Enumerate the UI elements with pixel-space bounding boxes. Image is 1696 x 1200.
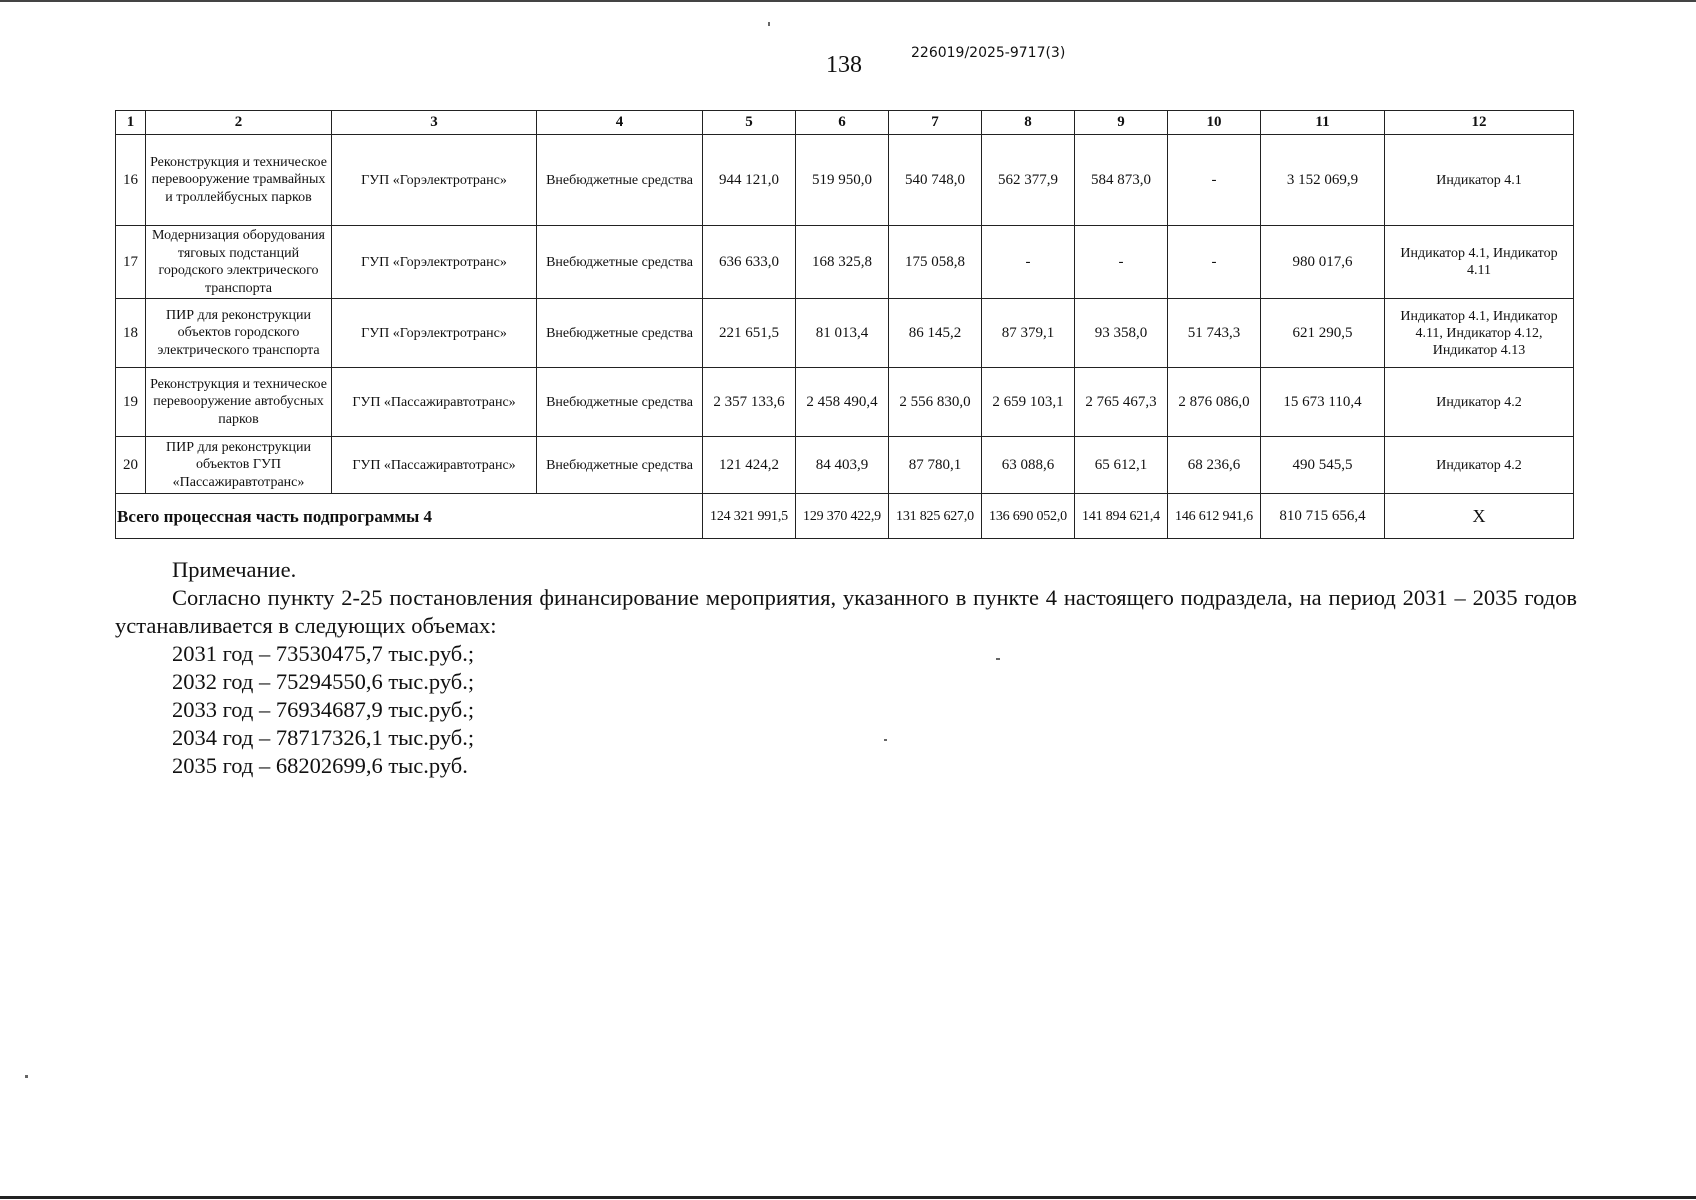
amount-cell: 168 325,8 [796,226,889,299]
funding-source: Внебюджетные средства [537,135,703,226]
row-number: 16 [116,135,146,226]
total-amount-cell: 980 017,6 [1261,226,1385,299]
column-header-row [116,111,1574,135]
amount-cell: 636 633,0 [703,226,796,299]
year-amount-line: 2032 год – 75294550,6 тыс.руб.; [172,669,475,694]
total-amount-cell: 131 825 627,0 [889,494,982,539]
column-header: 6 [796,111,889,135]
amount-cell: 51 743,3 [1168,299,1261,368]
column-header: 1 [116,111,146,135]
total-amount-cell: 124 321 991,5 [703,494,796,539]
page-number: 138 [826,52,862,78]
amount-cell: 87 379,1 [982,299,1075,368]
indicator-cell: Индикатор 4.1 [1385,135,1574,226]
row-number: 20 [116,437,146,494]
table-row [116,368,1574,437]
amount-cell: 175 058,8 [889,226,982,299]
total-amount-cell: 129 370 422,9 [796,494,889,539]
measure-name: Реконструкция и техническое перевооружение трамвайных и троллейбусных парков [146,135,332,226]
total-row [116,494,1574,539]
total-label: Всего процессная часть подпрограммы 4 [116,494,703,539]
executor: ГУП «Горэлектротранс» [332,226,537,299]
amount-cell: - [1168,135,1261,226]
column-header: 3 [332,111,537,135]
table-row [116,135,1574,226]
note-title: Примечание. [172,557,297,582]
executor: ГУП «Пассажиравтотранс» [332,368,537,437]
amount-cell: 68 236,6 [1168,437,1261,494]
year-amount-line: 2035 год – 68202699,6 тыс.руб. [172,753,468,778]
amount-cell: 93 358,0 [1075,299,1168,368]
column-header: 4 [537,111,703,135]
indicator-cell: Индикатор 4.1, Индикатор 4.11, Индикатор 4.12, Индикатор 4.13 [1385,299,1574,368]
amount-cell: 121 424,2 [703,437,796,494]
amount-cell: 2 556 830,0 [889,368,982,437]
column-header: 5 [703,111,796,135]
amount-cell: 2 357 133,6 [703,368,796,437]
total-amount-cell: 3 152 069,9 [1261,135,1385,226]
not-applicable-mark: Х [1385,494,1574,539]
scan-top-edge [0,0,1696,2]
amount-cell: 86 145,2 [889,299,982,368]
amount-cell: 584 873,0 [1075,135,1168,226]
row-number: 19 [116,368,146,437]
indicator-cell: Индикатор 4.2 [1385,368,1574,437]
amount-cell: 2 876 086,0 [1168,368,1261,437]
total-amount-cell: 136 690 052,0 [982,494,1075,539]
funding-source: Внебюджетные средства [537,437,703,494]
amount-cell: - [1075,226,1168,299]
table-row [116,226,1574,299]
amount-cell: 221 651,5 [703,299,796,368]
table-row [116,299,1574,368]
scan-speck [25,1075,28,1078]
executor: ГУП «Горэлектротранс» [332,135,537,226]
amount-cell: 944 121,0 [703,135,796,226]
total-amount-cell: 621 290,5 [1261,299,1385,368]
table-row [116,437,1574,494]
amount-cell: 81 013,4 [796,299,889,368]
measure-name: Модернизация оборудования тяговых подстанций городского электрического транспорта [146,226,332,299]
financing-table [115,110,1574,539]
year-amount-line: 2031 год – 73530475,7 тыс.руб.; [172,641,475,666]
amount-cell: 2 765 467,3 [1075,368,1168,437]
column-header: 11 [1261,111,1385,135]
row-number: 17 [116,226,146,299]
note-block [115,556,1577,780]
amount-cell: 84 403,9 [796,437,889,494]
amount-cell: 562 377,9 [982,135,1075,226]
scan-bottom-edge [0,1196,1696,1199]
amount-cell: 63 088,6 [982,437,1075,494]
grand-total-cell: 810 715 656,4 [1261,494,1385,539]
note-body: Согласно пункту 2-25 постановления финансирование мероприятия, указанного в пункте 4 настоящего подраздела, на период 2031 – 2035 годов устанавливается в следующих объемах: [115,585,1577,638]
column-header: 7 [889,111,982,135]
column-header: 8 [982,111,1075,135]
year-amount-line: 2034 год – 78717326,1 тыс.руб.; [172,725,475,750]
amount-cell: 87 780,1 [889,437,982,494]
measure-name: ПИР для реконструкции объектов ГУП «Пассажиравтотранс» [146,437,332,494]
column-header: 9 [1075,111,1168,135]
measure-name: ПИР для реконструкции объектов городского электрического транспорта [146,299,332,368]
row-number: 18 [116,299,146,368]
year-amount-line: 2033 год – 76934687,9 тыс.руб.; [172,697,475,722]
indicator-cell: Индикатор 4.2 [1385,437,1574,494]
amount-cell: 65 612,1 [1075,437,1168,494]
amount-cell: 2 659 103,1 [982,368,1075,437]
executor: ГУП «Пассажиравтотранс» [332,437,537,494]
amount-cell: - [982,226,1075,299]
total-amount-cell: 141 894 621,4 [1075,494,1168,539]
column-header: 12 [1385,111,1574,135]
total-amount-cell: 146 612 941,6 [1168,494,1261,539]
scan-speck [768,22,770,26]
column-header: 10 [1168,111,1261,135]
amount-cell: 2 458 490,4 [796,368,889,437]
funding-source: Внебюджетные средства [537,226,703,299]
amount-cell: 540 748,0 [889,135,982,226]
amount-cell: - [1168,226,1261,299]
document-number: 226019/2025-9717(3) [911,45,1066,61]
funding-source: Внебюджетные средства [537,299,703,368]
total-amount-cell: 490 545,5 [1261,437,1385,494]
amount-cell: 519 950,0 [796,135,889,226]
funding-source: Внебюджетные средства [537,368,703,437]
measure-name: Реконструкция и техническое перевооружение автобусных парков [146,368,332,437]
column-header: 2 [146,111,332,135]
indicator-cell: Индикатор 4.1, Индикатор 4.11 [1385,226,1574,299]
total-amount-cell: 15 673 110,4 [1261,368,1385,437]
executor: ГУП «Горэлектротранс» [332,299,537,368]
